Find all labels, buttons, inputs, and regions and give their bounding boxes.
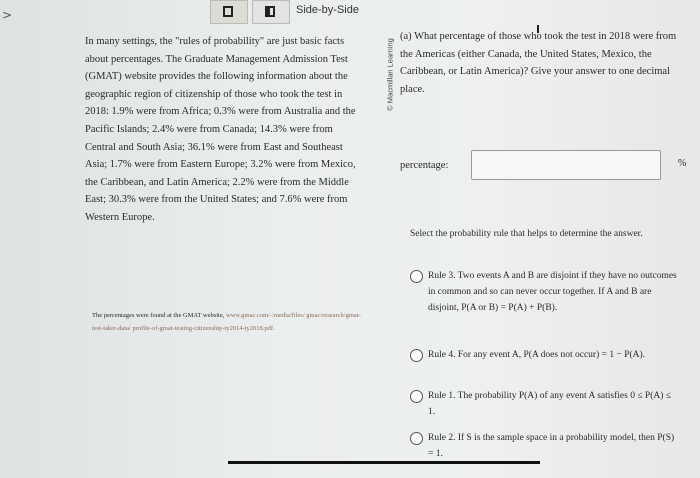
- percentage-input[interactable]: [471, 150, 661, 180]
- source-link[interactable]: www.gmac.com/-/media/files/ gmac/research/gmat-test-taker-data/ profile-of-gmat-testing-citizenship-ty2014-ty2018.pdf.: [92, 312, 361, 332]
- rule-option[interactable]: [410, 430, 680, 462]
- window-icon: [223, 6, 233, 17]
- radio-button[interactable]: [410, 432, 423, 445]
- single-view-button[interactable]: [210, 0, 248, 24]
- split-view-icon: [265, 6, 275, 17]
- side-by-side-button[interactable]: [252, 0, 290, 24]
- rule-option[interactable]: [410, 347, 680, 363]
- source-note: [92, 309, 362, 335]
- radio-button[interactable]: [410, 390, 423, 403]
- question-text: (a) What percentage of those who took the test in 2018 were from the Americas (either Canada, the United States, Mexico, the Caribbean, or Latin America)? Give your answer to one decimal place.: [400, 31, 677, 95]
- source-note-text: The percentages were found at the GMAT website,: [92, 312, 226, 319]
- rule-option-label: Rule 3. Two events A and B are disjoint if they have no outcomes in common and so can never occur together. If A and B are disjoint, P(A or B) = P(A) + P(B).: [428, 271, 677, 313]
- radio-button[interactable]: [410, 270, 423, 283]
- rule-option-label: Rule 1. The probability P(A) of any event A satisfies 0 ≤ P(A) ≤ 1.: [428, 391, 671, 417]
- radio-button[interactable]: [410, 349, 423, 362]
- rule-option-label: Rule 2. If S is the sample space in a probability model, then P(S) = 1.: [428, 433, 675, 459]
- chevron-right-icon[interactable]: >: [2, 8, 13, 22]
- rule-option[interactable]: [410, 268, 680, 316]
- scrollbar[interactable]: [228, 461, 540, 464]
- copyright-credit: © Macmillan Learning: [385, 38, 395, 111]
- percentage-label: percentage:: [400, 160, 449, 171]
- passage-text: In many settings, the "rules of probability" are just basic facts about percentages. The Graduate Management Admission Test (GMAT) website provides the following information about the geographic region of citizenship of those who took the test in 2018: 1.9% were from Africa; 0.3% were from Australia and the Pacific Islands; 2.4% were from Canada; 14.3% were from Central and South Asia; 36.1% were from East and Southeast Asia; 1.7% were from Eastern Europe; 3.2% were from Mexico, the Caribbean, and Latin America; 2.2% were from the Middle East; 30.3% were from the United States; and 7.6% were from Western Europe.: [85, 36, 356, 223]
- rule-prompt: Select the probability rule that helps to determine the answer.: [410, 229, 643, 239]
- toolbar: [0, 0, 700, 28]
- percent-unit: %: [678, 158, 687, 169]
- view-mode-label: Side-by-Side: [296, 4, 359, 16]
- rule-option-label: Rule 4. For any event A, P(A does not occur) = 1 − P(A).: [428, 350, 646, 360]
- rule-option[interactable]: [410, 388, 680, 420]
